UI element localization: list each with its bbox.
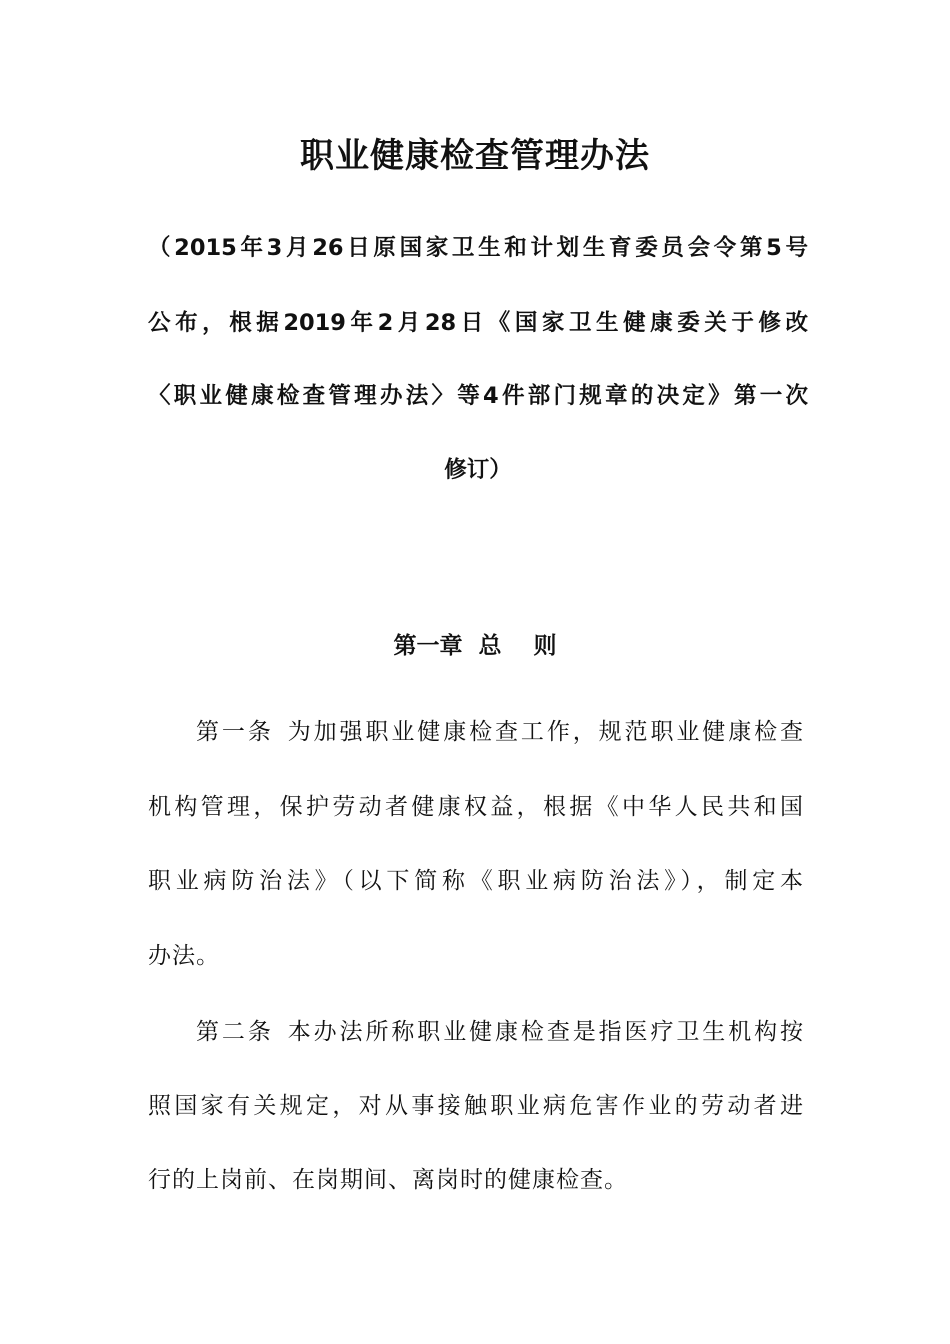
article-1-line-4: 办法。 bbox=[148, 943, 220, 969]
chapter-heading bbox=[0, 627, 950, 660]
article-2-text-1: 本办法所称职业健康检查是指医疗卫生机构按 bbox=[287, 1019, 805, 1045]
article-2-number: 第二条 bbox=[196, 1019, 274, 1045]
article-1-line-1 bbox=[196, 713, 804, 746]
article-2-line-2: 照国家有关规定，对从事接触职业病危害作业的劳动者进 bbox=[148, 1093, 804, 1119]
article-2-line-1 bbox=[196, 1013, 804, 1046]
article-2-line-3: 行的上岗前、在岗期间、离岗时的健康检查。 bbox=[148, 1167, 628, 1193]
preamble-line-4: 修订） bbox=[444, 457, 512, 483]
preamble-line-1: （2015年3月26日原国家卫生和计划生育委员会令第5号 bbox=[148, 235, 808, 261]
chapter-name-part1: 总 bbox=[478, 633, 502, 659]
preamble-line-3: 〈职业健康检查管理办法〉等4件部门规章的决定》第一次 bbox=[148, 383, 808, 409]
document-title: 职业健康检查管理办法 bbox=[300, 136, 650, 176]
preamble-line-2: 公布，根据2019年2月28日《国家卫生健康委关于修改 bbox=[148, 310, 808, 336]
chapter-name-part2: 则 bbox=[533, 633, 557, 659]
article-1-text-1: 为加强职业健康检查工作，规范职业健康检查 bbox=[287, 719, 805, 745]
chapter-label: 第一章 bbox=[393, 633, 463, 659]
article-1-line-3: 职业病防治法》（以下简称《职业病防治法》），制定本 bbox=[148, 868, 804, 894]
article-1-number: 第一条 bbox=[196, 719, 274, 745]
article-1-line-2: 机构管理，保护劳动者健康权益，根据《中华人民共和国 bbox=[148, 794, 804, 820]
